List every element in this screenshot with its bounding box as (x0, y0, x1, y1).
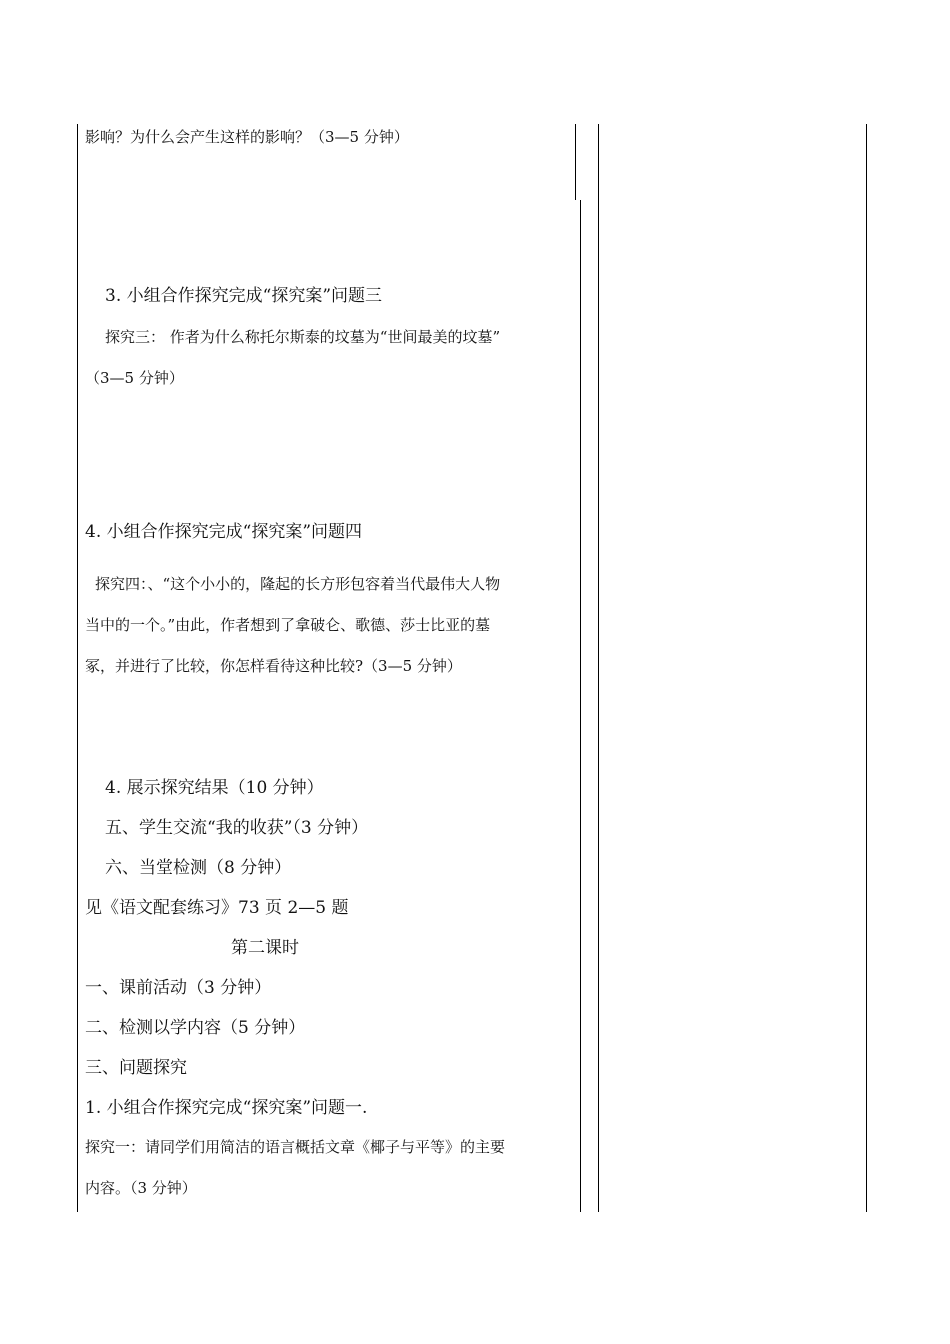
text-line-12: 见《语文配套练习》73 页 2—5 题 (85, 898, 349, 918)
text-line-19: 内容。（3 分钟） (85, 1179, 197, 1197)
table-column-divider (598, 124, 599, 1212)
text-line-10: 五、学生交流“我的收获”（3 分钟） (105, 818, 369, 838)
text-line-18: 探究一：请同学们用简洁的语言概括文章《椰子与平等》的主要 (85, 1138, 506, 1156)
table-right-border (866, 124, 867, 1212)
text-line-8: 冢，并进行了比较，你怎样看待这种比较?（3—5 分钟） (85, 657, 462, 675)
text-line-17: 1. 小组合作探究完成“探究案”问题一. (85, 1098, 368, 1118)
text-line-3: 探究三： 作者为什么称托尔斯泰的坟墓为“世间最美的坟墓” (105, 328, 501, 346)
table-inner-border (580, 200, 581, 1212)
text-line-1: 影响？为什么会产生这样的影响？（3—5 分钟） (85, 128, 409, 146)
text-line-4: （3—5 分钟） (85, 369, 184, 387)
text-line-5: 4. 小组合作探究完成“探究案”问题四 (85, 522, 363, 542)
text-line-14: 一、课前活动（3 分钟） (85, 978, 272, 998)
table-left-border (77, 124, 78, 1212)
text-line-11: 六、当堂检测（8 分钟） (105, 858, 292, 878)
table-inner-border-short (575, 124, 576, 200)
text-line-16: 三、问题探究 (85, 1058, 187, 1078)
text-line-2: 3. 小组合作探究完成“探究案”问题三 (105, 286, 383, 306)
section-heading: 第二课时 (231, 938, 299, 958)
text-line-7: 当中的一个。”由此，作者想到了拿破仑、歌德、莎士比亚的墓 (85, 616, 491, 634)
text-line-15: 二、检测以学内容（5 分钟） (85, 1018, 306, 1038)
text-line-9: 4. 展示探究结果（10 分钟） (105, 778, 324, 798)
text-line-6: 探究四：、“这个小小的，隆起的长方形包容着当代最伟大人物 (95, 575, 501, 593)
